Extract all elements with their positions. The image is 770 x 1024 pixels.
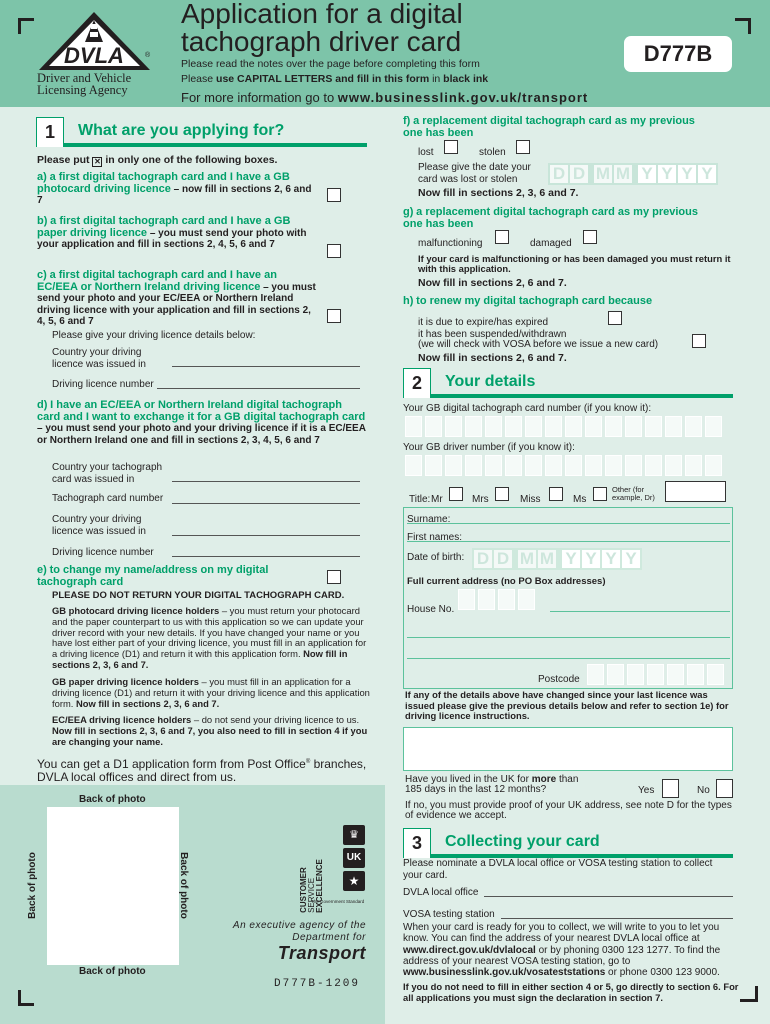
note-bold: Now fill in sections 2, 3, 6 and 7, you also need to fill in section 4 if you are changing your name. <box>52 724 368 747</box>
option-letter: g) <box>403 206 414 218</box>
checkbox-option-e[interactable] <box>327 570 341 584</box>
char-cell[interactable] <box>585 455 602 476</box>
date-lost-label: Please give the date your card was lost or stolen <box>418 162 531 185</box>
char-cell[interactable] <box>587 664 604 685</box>
checkbox-damaged[interactable] <box>583 230 597 244</box>
dvla-office-input[interactable] <box>484 896 733 897</box>
char-cell[interactable] <box>565 455 582 476</box>
char-cell[interactable] <box>665 416 682 437</box>
note-text: Please <box>181 73 217 85</box>
char-cell[interactable] <box>605 455 622 476</box>
section-title: Collecting your card <box>445 833 600 850</box>
title-label: Title: <box>409 494 431 505</box>
title-line1: Application for a digital <box>181 0 463 29</box>
char-cell[interactable] <box>585 416 602 437</box>
char-cell[interactable] <box>665 455 682 476</box>
option-green-text: a first digital tachograph card and I have a GB paper driving licence <box>37 215 291 239</box>
char-cell[interactable] <box>405 416 422 437</box>
option-letter: f) <box>403 115 411 127</box>
agency-line: An executive agency of the <box>232 920 366 931</box>
expire-label: it is due to expire/has expired <box>418 317 549 328</box>
section-1-header <box>36 117 367 147</box>
section-title: What are you applying for? <box>78 122 285 139</box>
yes-label: Yes <box>638 785 655 796</box>
crown-icon: ♛ <box>343 825 365 845</box>
char-cell[interactable] <box>545 455 562 476</box>
note-text: – do not send your driving licence to us. <box>191 714 360 725</box>
cse-line: EXCELLENCE <box>314 859 324 913</box>
checkbox-lost[interactable] <box>444 140 458 154</box>
option-letter: d) <box>37 399 48 411</box>
char-cell[interactable] <box>707 664 724 685</box>
cse-line: CUSTOMER <box>298 867 308 913</box>
agency-line: Department for <box>292 932 366 943</box>
suspended-label <box>418 330 708 350</box>
char-cell[interactable] <box>505 416 522 437</box>
transport-wordmark: Transport <box>277 943 366 963</box>
char-cell[interactable] <box>625 455 642 476</box>
vosa-stations-link[interactable]: www.businesslink.gov.uk/vosateststations <box>403 967 606 979</box>
info-text: When your card is ready for you to collect, we will write to you to let you know. You can find the address of your nearest DVLA local office at <box>403 922 720 945</box>
section-number: 2 <box>403 368 431 398</box>
form-code-badge: D777B <box>624 36 732 72</box>
paper-holders-note <box>52 677 370 709</box>
vosa-station-input[interactable] <box>501 918 733 919</box>
g-note: If your card is malfunctioning or has been damaged you must return it with this application. <box>418 253 731 274</box>
date-cell[interactable]: Y <box>622 550 640 568</box>
header-note1: Please read the notes over the page before completing this form <box>181 58 480 70</box>
photo-label-top: Back of photo <box>79 794 146 805</box>
char-cell[interactable] <box>647 664 664 685</box>
info-text: or by phoning 0300 123 1277. To find the address of your nearest VOSA testing station, go to <box>403 944 721 967</box>
card-number-label: Your GB digital tachograph card number (if you know it): <box>403 403 652 414</box>
option-letter: c) <box>37 269 47 281</box>
first-names-input[interactable] <box>407 541 730 542</box>
instruction <box>37 155 277 167</box>
char-cell[interactable] <box>685 455 702 476</box>
info-text: For more information go to <box>181 90 338 105</box>
char-cell[interactable] <box>425 416 442 437</box>
title-line2: tachograph driver card <box>181 26 462 57</box>
option-green-text: a replacement digital tachograph card as my previous one has been <box>403 206 698 230</box>
char-cell[interactable] <box>565 416 582 437</box>
note-bold: use CAPITAL LETTERS and fill in this form <box>216 73 430 85</box>
photocard-holders-note <box>52 606 370 671</box>
char-cell[interactable] <box>425 455 442 476</box>
option-green-text: a replacement digital tachograph card as my previous one has been <box>403 115 695 139</box>
option-green-text: to renew my digital tachograph card because <box>416 295 653 307</box>
stolen-label: stolen <box>479 147 506 158</box>
char-cell[interactable] <box>485 416 502 437</box>
photo-label-right: Back of photo <box>177 852 189 919</box>
instruction-text: in only one of the following boxes. <box>102 154 278 166</box>
house-no-label: House No. <box>407 604 455 615</box>
damaged-label: damaged <box>530 238 572 249</box>
previous-details-input[interactable] <box>403 727 733 771</box>
date-cell[interactable]: M <box>519 549 535 568</box>
char-cell[interactable] <box>605 416 622 437</box>
eea-holders-note <box>52 715 370 747</box>
char-cell[interactable] <box>645 455 662 476</box>
driver-number-label: Your GB driver number (if you know it): <box>403 442 575 453</box>
option-green-text: a first digital tachograph card and I have an EC/EEA or Northern Ireland driving licence <box>37 269 277 293</box>
date-cell[interactable]: D <box>550 165 568 183</box>
checkbox-no[interactable] <box>716 779 733 798</box>
country-tacho-label: Country your tachograph card was issued in <box>52 462 163 485</box>
instruction-text: Please put <box>37 154 93 166</box>
char-cell[interactable] <box>685 416 702 437</box>
date-cell[interactable]: D <box>570 165 588 183</box>
option-bold-text: – you must send your photo and your driving licence if it is a EC/EEA or Northern Ireland one and fill in sections 2, 3, 4, 5, 6 and 7 <box>37 423 366 446</box>
info-text: or phone 0300 123 9000. <box>605 967 720 979</box>
option-green-text: I have an EC/EEA or Northern Ireland digital tachograph card and I want to exchange it for a GB digital tachograph card <box>37 399 366 423</box>
final-note: If you do not need to fill in either section 4 or 5, go directly to section 6. For all applications you must sign the declaration in section 7. <box>403 981 739 1003</box>
checkbox-malfunctioning[interactable] <box>495 230 509 244</box>
char-cell[interactable] <box>525 416 542 437</box>
option-green-text: a first digital tachograph card and I have a GB photocard driving licence <box>37 171 290 195</box>
suspended-line: it has been suspended/withdrawn <box>418 329 567 340</box>
char-cell[interactable] <box>518 589 535 610</box>
checkbox-option-a[interactable] <box>327 188 341 202</box>
option-e <box>37 565 277 588</box>
licence-number2-input[interactable] <box>172 556 360 557</box>
option-letter: a) <box>37 171 47 183</box>
dvla-local-link[interactable]: www.direct.gov.uk/dvlalocal <box>403 944 536 956</box>
date-cell[interactable]: D <box>474 550 492 568</box>
char-cell[interactable] <box>667 664 684 685</box>
date-cell[interactable]: M <box>539 549 555 568</box>
option-h <box>403 296 733 308</box>
d1-text: You can get a D1 application form from Post Office <box>37 757 306 771</box>
other-label: Other (for example, Dr) <box>612 485 655 502</box>
date-cell[interactable]: Y <box>678 165 696 183</box>
char-cell[interactable] <box>645 416 662 437</box>
g-now-fill: Now fill in sections 2, 6 and 7. <box>418 277 567 289</box>
note-bold: GB paper driving licence holders <box>52 676 199 687</box>
vosa-station-label: VOSA testing station <box>403 909 495 920</box>
section-3-header <box>403 828 733 858</box>
lived-bold: more <box>531 774 557 785</box>
date-cell[interactable]: Y <box>602 550 620 568</box>
checkbox-miss[interactable] <box>549 487 563 501</box>
cse-line: SERVICE <box>306 877 316 913</box>
executive-agency-text <box>220 920 366 962</box>
postcode-input[interactable] <box>587 664 724 685</box>
option-letter: h) <box>403 295 414 307</box>
suspended-line: (we will check with VOSA before we issue a new card) <box>418 339 659 350</box>
char-cell[interactable] <box>445 416 462 437</box>
checkbox-stolen[interactable] <box>516 140 530 154</box>
crop-mark-bottom-left <box>18 990 34 1006</box>
miss-label: Miss <box>520 494 541 505</box>
house-no-input[interactable] <box>458 589 535 610</box>
dvla-triangle-icon <box>37 10 152 72</box>
section-number: 1 <box>36 117 64 147</box>
lived-text: Have you lived in the UK for <box>405 774 532 785</box>
svg-text:DVLA: DVLA <box>64 43 124 68</box>
char-cell[interactable] <box>627 664 644 685</box>
option-green-text: to change my name/address on my digital tachograph card <box>37 564 269 588</box>
star-icon: ★ <box>343 871 365 891</box>
char-cell[interactable] <box>465 416 482 437</box>
option-letter: b) <box>37 215 48 227</box>
address-label: Full current address (no PO Box addresses) <box>407 576 606 587</box>
char-cell[interactable] <box>705 416 722 437</box>
country-licence-label: Country your driving licence was issued in <box>52 347 146 370</box>
note-text: in <box>429 73 444 85</box>
section-2-header <box>403 368 733 398</box>
date-cell[interactable]: Y <box>638 165 656 183</box>
note-bold: black ink <box>443 73 489 85</box>
registered-mark: ® <box>305 759 311 765</box>
note-bold: Now fill in sections 2, 3, 6 and 7. <box>52 648 348 670</box>
char-cell[interactable] <box>607 664 624 685</box>
f-now-fill: Now fill in sections 2, 3, 6 and 7. <box>418 187 579 199</box>
date-cell[interactable]: Y <box>658 165 676 183</box>
d1-note <box>37 756 372 784</box>
ms-label: Ms <box>573 494 587 505</box>
dob-input[interactable] <box>472 548 642 570</box>
note-bold: EC/EEA driving licence holders <box>52 714 192 725</box>
info-line <box>181 90 588 105</box>
country-licence2-label: Country your driving licence was issued in <box>52 514 146 537</box>
country-tacho-input[interactable] <box>172 481 360 482</box>
mrs-label: Mrs <box>472 494 489 505</box>
header-note2 <box>181 74 488 86</box>
surname-input[interactable] <box>407 523 730 524</box>
char-cell[interactable] <box>485 455 502 476</box>
licence-number-label: Driving licence number <box>52 379 154 390</box>
address-line-1[interactable] <box>550 611 730 612</box>
form-reference: D777B-1209 <box>274 978 361 990</box>
postcode-label: Postcode <box>538 674 580 685</box>
note-text: – you must fill in an application for a driving licence (D1) and return it with your driving licence and this application form. <box>52 676 370 709</box>
licence-number2-label: Driving licence number <box>52 547 154 558</box>
option-g <box>403 207 703 230</box>
char-cell[interactable] <box>465 455 482 476</box>
checkbox-expire[interactable] <box>608 311 622 325</box>
address-line-3[interactable] <box>407 658 730 659</box>
option-a <box>37 172 317 207</box>
note-text: – you must return your photocard and the paper counterpart to us with this application so we can update your driver record with your new details. If you have changed your name or you have lost either part of your driving licence, you must fill in an application for a driving licence (D1) and return it with this application form. <box>52 605 367 660</box>
char-cell[interactable] <box>505 455 522 476</box>
collection-info <box>403 922 738 978</box>
tacho-number-input[interactable] <box>172 503 360 504</box>
info-url[interactable]: www.businesslink.gov.uk/transport <box>337 90 589 105</box>
date-lost-input[interactable] <box>548 163 718 185</box>
dvla-office-label: DVLA local office <box>403 887 479 898</box>
char-cell[interactable] <box>405 455 422 476</box>
date-cell[interactable]: Y <box>698 165 716 183</box>
crossed-box-icon: ✕ <box>94 157 101 166</box>
date-cell[interactable]: M <box>595 164 611 183</box>
mr-label: Mr <box>431 494 443 505</box>
photo-box[interactable] <box>47 807 179 965</box>
h-now-fill: Now fill in sections 2, 6 and 7. <box>418 352 567 364</box>
lived-text: than 185 days in the last 12 months? <box>405 774 579 795</box>
agency-name-line2: Licensing Agency <box>37 83 128 97</box>
lived-uk-question <box>405 775 595 795</box>
checkbox-suspended[interactable] <box>692 334 706 348</box>
country-licence2-input[interactable] <box>172 535 360 536</box>
option-d <box>37 400 367 446</box>
option-letter: e) <box>37 564 47 576</box>
uk-badge: UK <box>343 848 365 868</box>
date-cell[interactable]: Y <box>562 550 580 568</box>
card-number-input[interactable] <box>405 416 722 437</box>
char-cell[interactable] <box>705 455 722 476</box>
photo-label-bottom: Back of photo <box>79 966 146 977</box>
checkbox-mrs[interactable] <box>495 487 509 501</box>
other-title-input[interactable] <box>665 481 726 502</box>
driver-number-input[interactable] <box>405 455 722 476</box>
address-line-2[interactable] <box>407 637 730 638</box>
changed-details-note: If any of the details above have changed since your last licence was issued please give the previous details below and refer to section 1e) for driving licence instructions. <box>405 689 729 721</box>
option-bold-text: – you must send your photo and your EC/EEA or Northern Ireland driving licence with your application and fill in sections 2, 4, 5, 6 and 7 <box>37 281 316 327</box>
char-cell[interactable] <box>498 589 515 610</box>
note-bold: Now fill in sections 2, 3, 6 and 7. <box>75 697 220 709</box>
proof-note: If no, you must provide proof of your UK address, see note D for the types of evidence we accept. <box>405 800 732 821</box>
licence-details-label: Please give your driving licence details below: <box>52 330 256 341</box>
dvla-logo: DVLA ® Driver and Vehicle Licensing Agency <box>37 10 152 100</box>
section-number: 3 <box>403 828 431 858</box>
note-bold: GB photocard driving licence holders <box>52 605 220 616</box>
char-cell[interactable] <box>625 416 642 437</box>
option-f <box>403 116 703 139</box>
tacho-number-label: Tachograph card number <box>52 493 164 504</box>
checkbox-mr[interactable] <box>449 487 463 501</box>
lost-label: lost <box>418 147 434 158</box>
page-title <box>181 0 463 56</box>
checkbox-yes[interactable] <box>662 779 679 798</box>
cse-standard: The Government Standard <box>311 899 365 904</box>
char-cell[interactable] <box>525 455 542 476</box>
section-title: Your details <box>445 373 536 390</box>
photo-label-left: Back of photo <box>26 852 38 919</box>
checkbox-ms[interactable] <box>593 487 607 501</box>
checkbox-option-c[interactable] <box>327 309 341 323</box>
malfunctioning-label: malfunctioning <box>418 238 483 249</box>
option-bold-text: – you must send your photo with your application and fill in sections 2, 4, 5, 6 and 7 <box>37 227 307 250</box>
option-c <box>37 270 317 328</box>
surname-label: Surname: <box>407 514 451 525</box>
no-label: No <box>697 785 710 796</box>
char-cell[interactable] <box>545 416 562 437</box>
country-licence-input[interactable] <box>172 366 360 367</box>
nominate-text: Please nominate a DVLA local office or VOSA testing station to collect your card. <box>403 858 713 881</box>
date-cell[interactable]: M <box>615 164 631 183</box>
d1-text: branches, DVLA local offices and direct from us. <box>37 757 367 784</box>
date-cell[interactable]: Y <box>582 550 600 568</box>
option-bold-text: – now fill in sections 2, 6 and 7 <box>37 183 312 206</box>
char-cell[interactable] <box>445 455 462 476</box>
option-b <box>37 216 312 251</box>
char-cell[interactable] <box>458 589 475 610</box>
crop-mark-top-right <box>735 18 751 34</box>
licence-number-input[interactable] <box>157 388 360 389</box>
agency-name-line1: Driver and Vehicle <box>37 71 132 85</box>
char-cell[interactable] <box>687 664 704 685</box>
dob-label: Date of birth: <box>407 552 465 563</box>
crop-mark-top-left <box>18 18 34 34</box>
checkbox-option-b[interactable] <box>327 244 341 258</box>
date-cell[interactable]: D <box>494 550 512 568</box>
do-not-return-note: PLEASE DO NOT RETURN YOUR DIGITAL TACHOGRAPH CARD. <box>52 590 345 601</box>
first-names-label: First names: <box>407 532 463 543</box>
char-cell[interactable] <box>478 589 495 610</box>
